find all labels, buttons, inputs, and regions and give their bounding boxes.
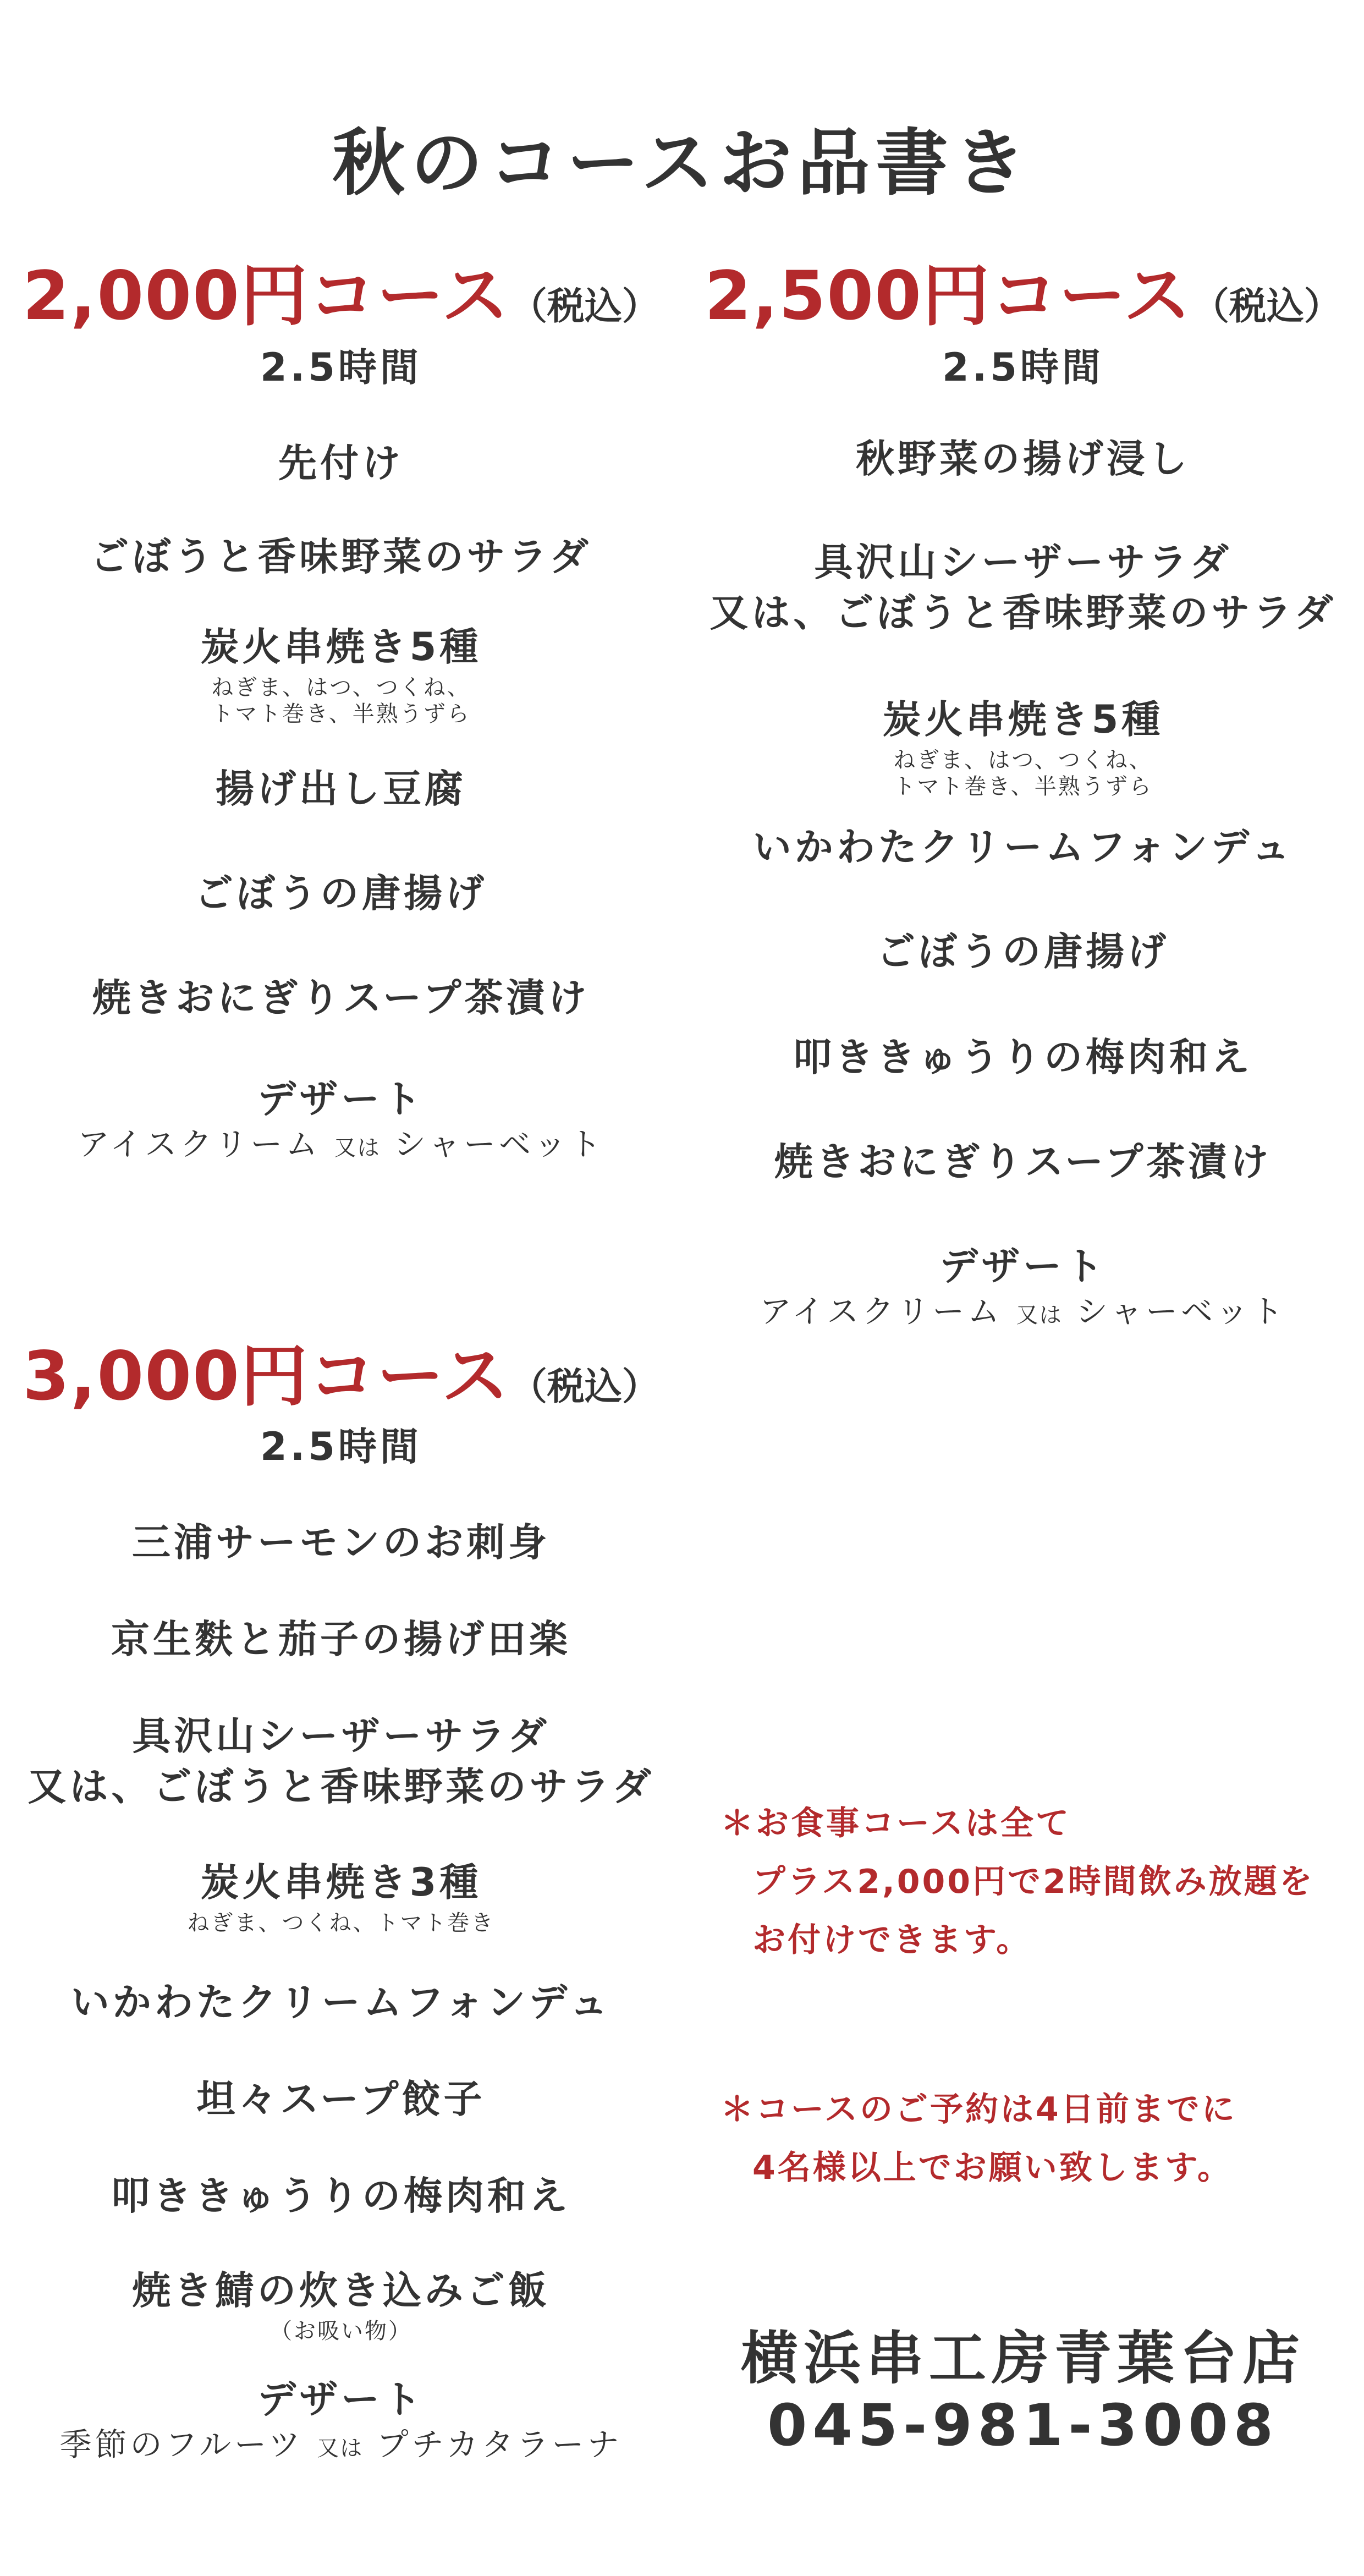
course-2-item-2-line-1: 具沢山シーザーサラダ xyxy=(814,540,1232,585)
course-3-item-2: 京生麩と茄子の揚げ田楽 xyxy=(111,1617,571,1662)
course-3-item-8-name: 焼き鯖の炊き込みご飯 xyxy=(132,2268,550,2313)
notice-drinks-line-3: お付けできます。 xyxy=(752,1921,1032,1959)
dessert-or: 又は xyxy=(1016,1303,1063,1328)
course-2-item-2 xyxy=(682,537,1364,638)
notice-reservation-line-2: 4名様以上でお願い致します。 xyxy=(752,2149,1233,2187)
shop-name: 横浜串工房青葉台店 xyxy=(740,2325,1305,2392)
course-2-item-3-name: 炭火串焼き5種 xyxy=(882,697,1164,742)
shop-info xyxy=(682,2325,1364,2459)
page-title: 秋のコースお品書き xyxy=(332,121,1032,206)
course-3-duration: 2.5時間 xyxy=(260,1424,422,1469)
course-1-item-1: 先付け xyxy=(278,441,404,486)
course-2-duration: 2.5時間 xyxy=(942,345,1104,390)
course-3-item-3 xyxy=(0,1711,682,1812)
notice-reservation xyxy=(721,2080,1237,2197)
dessert-option-a: アイスクリーム xyxy=(78,1125,321,1163)
course-3-header xyxy=(0,1322,682,1419)
course-2-dessert: デザート xyxy=(939,1244,1107,1289)
dessert-option-b: プチカタラーナ xyxy=(376,2426,623,2463)
course-2-item-1: 秋野菜の揚げ浸し xyxy=(856,436,1190,481)
course-3-item-3-line-1: 具沢山シーザーサラダ xyxy=(132,1713,550,1759)
course-2-item-7: 焼きおにぎりスープ茶漬け xyxy=(774,1139,1272,1184)
course-1-dessert: デザート xyxy=(257,1076,425,1122)
course-3-dessert-options xyxy=(0,2425,682,2468)
notice-drinks xyxy=(721,1794,1314,1969)
course-2-item-3 xyxy=(682,694,1364,800)
notice-reservation-line-1: ＊コースのご予約は4日前までに xyxy=(721,2090,1237,2129)
course-2-tax: （税込） xyxy=(1191,285,1341,328)
course-2-item-2-line-2: 又は、ごぼうと香味野菜のサラダ xyxy=(710,590,1336,635)
course-3-item-8-detail: （お吸い物） xyxy=(270,2319,412,2344)
course-3-dessert: デザート xyxy=(257,2377,425,2422)
course-2-item-4: いかわたクリームフォンデュ xyxy=(752,825,1294,870)
course-1-dessert-options xyxy=(0,1124,682,1168)
course-1-item-5: ごぼうの唐揚げ xyxy=(195,871,487,916)
course-3-price: 3,000円コース xyxy=(23,1337,510,1415)
course-1-price: 2,000円コース xyxy=(23,257,510,335)
course-1-item-7 xyxy=(0,1074,682,1168)
course-2-item-5: ごぼうの唐揚げ xyxy=(877,929,1169,974)
course-2-item-8 xyxy=(682,1241,1364,1335)
course-3-item-6: 坦々スープ餃子 xyxy=(196,2077,486,2122)
course-1-item-3-detail-1: ねぎま、はつ、つくね、 xyxy=(211,675,471,700)
course-1-item-4: 揚げ出し豆腐 xyxy=(216,766,466,811)
course-3-item-1: 三浦サーモンのお刺身 xyxy=(132,1520,550,1565)
notice-drinks-line-1: ＊お食事コースは全て xyxy=(721,1804,1071,1843)
course-3-item-3-line-2: 又は、ごぼうと香味野菜のサラダ xyxy=(28,1764,654,1809)
dessert-or: 又は xyxy=(317,2436,364,2461)
course-2-item-3-detail-2: トマト巻き、半熟うずら xyxy=(893,774,1153,799)
course-3-item-7: 叩ききゅうりの梅肉和え xyxy=(111,2173,571,2218)
dessert-option-a: 季節のフルーツ xyxy=(59,2426,304,2463)
course-1-header xyxy=(0,242,682,338)
course-3-item-4 xyxy=(0,1857,682,1936)
course-3-item-5: いかわたクリームフォンデュ xyxy=(70,1980,612,2025)
notice-drinks-line-2: プラス2,000円で2時間飲み放題を xyxy=(752,1863,1314,1901)
course-3-item-9 xyxy=(0,2374,682,2468)
dessert-option-b: シャーベット xyxy=(394,1125,604,1163)
course-1-item-3 xyxy=(0,622,682,727)
course-2-dessert-options xyxy=(682,1292,1364,1335)
course-1-item-3-name: 炭火串焼き5種 xyxy=(200,624,482,669)
dessert-or: 又は xyxy=(334,1135,381,1161)
course-2-header xyxy=(682,242,1364,338)
dessert-option-b: シャーベット xyxy=(1076,1293,1286,1330)
course-1-tax: （税込） xyxy=(509,285,659,328)
course-3-item-8 xyxy=(0,2265,682,2344)
course-2-item-3-detail-1: ねぎま、はつ、つくね、 xyxy=(893,748,1153,773)
course-3-item-4-detail: ねぎま、つくね、トマト巻き xyxy=(187,1910,495,1936)
course-1-item-3-detail-2: トマト巻き、半熟うずら xyxy=(211,701,471,727)
course-3-tax: （税込） xyxy=(509,1365,659,1409)
course-2-price: 2,500円コース xyxy=(705,257,1192,335)
course-3-item-4-name: 炭火串焼き3種 xyxy=(200,1860,482,1905)
course-2-item-6: 叩ききゅうりの梅肉和え xyxy=(793,1035,1253,1080)
shop-phone: 045-981-3008 xyxy=(767,2392,1279,2459)
course-1-item-2: ごぼうと香味野菜のサラダ xyxy=(90,534,592,579)
course-1-duration: 2.5時間 xyxy=(260,345,422,390)
course-1-item-6: 焼きおにぎりスープ茶漬け xyxy=(92,975,590,1020)
dessert-option-a: アイスクリーム xyxy=(760,1293,1003,1330)
